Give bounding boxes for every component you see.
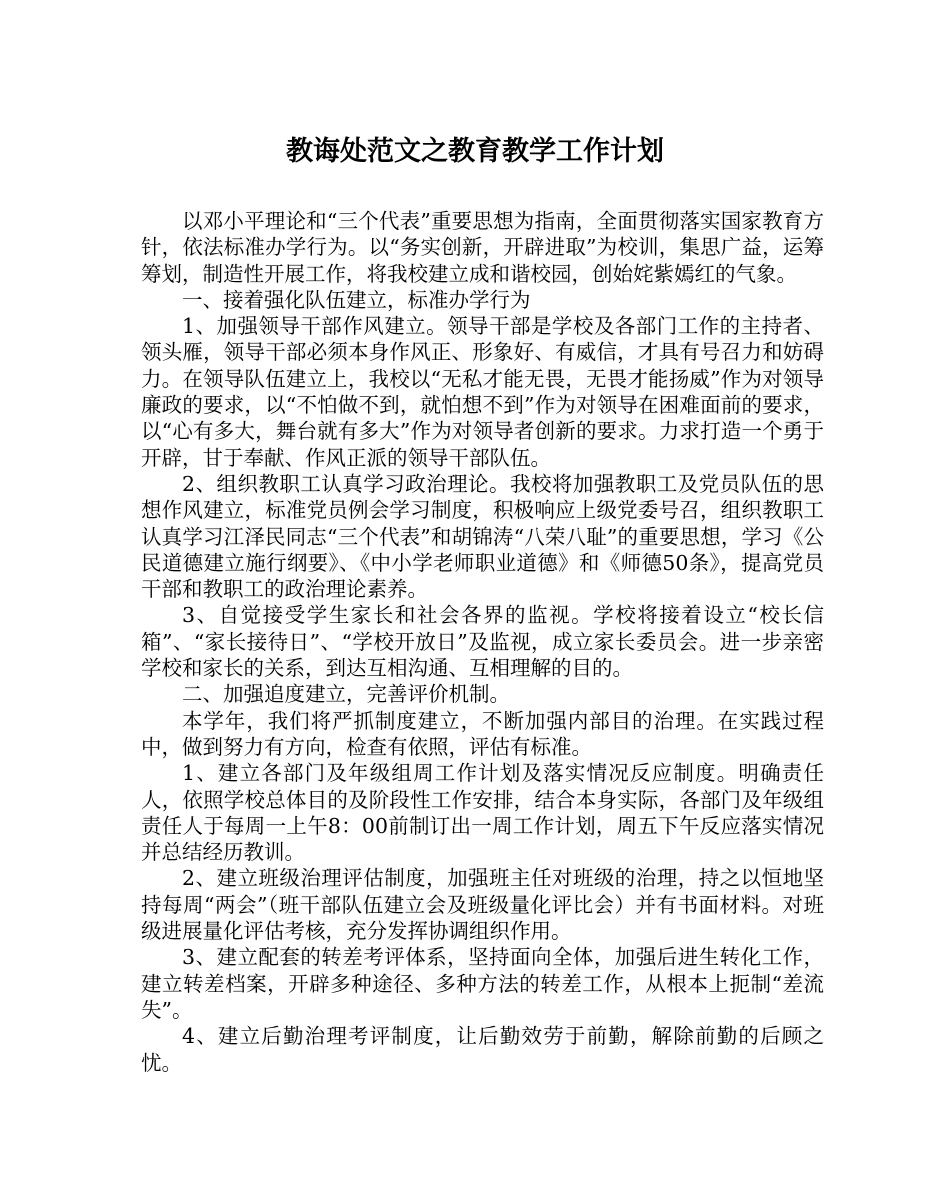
section-heading-2: 二、加强追度建立，完善评价机制。: [182, 682, 510, 707]
paragraph-1-3: 3、自觉接受学生家长和社会各界的监视。学校将接着设立“校长信箱”、“家长接待日”、“学校开放日”及监视，成立家长委员会。进一步亲密学校和家长的关系，到达互相沟通、互相理解的目的。: [141, 603, 824, 681]
paragraph-2-1: 1、建立各部门及年级组周工作计划及落实情况反应制度。明确责任人，依照学校总体目的及阶段性工作安排，结合本身实际，各部门及年级组责任人于每周一上午8：00前制订出一周工作计划，周五下午反应落实情况并总结经历教训。: [141, 761, 824, 865]
paragraph-2-2: 2、建立班级治理评估制度，加强班主任对班级的治理，持之以恒地坚持每周“两会”（班干部队伍建立会及班级量化评比会）并有书面材料。对班级进展量化评估考核，充分发挥协调组织作用。: [141, 866, 824, 944]
paragraph-1-1: 1、加强领导干部作风建立。领导干部是学校及各部门工作的主持者、领头雁，领导干部必须本身作风正、形象好、有威信，才具有号召力和妨碍力。在领导队伍建立上，我校以“无私才能无畏，无畏才能扬威”作为对领导廉政的要求，以“不怕做不到，就怕想不到”作为对领导在困难面前的要求，以“心有多大，舞台就有多大”作为对领导者创新的要求。力求打造一个勇于开辟，甘于奉献、作风正派的领导干部队伍。: [141, 314, 824, 470]
paragraph-1-2: 2、组织教职工认真学习政治理论。我校将加强教职工及党员队伍的思想作风建立，标准党员例会学习制度，积极响应上级党委号召，组织教职工认真学习江泽民同志“三个代表”和胡锦涛“八荣八耻”的重要思想，学习《公民道德建立施行纲要》、《中小学老师职业道德》和《师德50条》，提高党员干部和教职工的政治理论素养。: [141, 471, 824, 602]
document-title: 教诲处范文之教育教学工作计划: [286, 136, 664, 167]
section-heading-1: 一、接着强化队伍建立，标准办学行为: [182, 287, 531, 312]
paragraph-intro: 以邓小平理论和“三个代表”重要思想为指南，全面贯彻落实国家教育方针，依法标准办学行为。以“务实创新，开辟进取”为校训，集思广益，运筹筹划，制造性开展工作，将我校建立成和谐校园，创始姹紫嫣红的气象。: [141, 209, 824, 286]
paragraph-2-4: 4、建立后勤治理考评制度，让后勤效劳于前勤，解除前勤的后顾之忧。: [141, 1024, 824, 1075]
paragraph-2-3: 3、建立配套的转差考评体系，坚持面向全体，加强后进生转化工作，建立转差档案，开辟多种途径、多种方法的转差工作，从根本上扼制“差流失”。: [141, 945, 824, 1022]
paragraph-2-intro: 本学年，我们将严抓制度建立，不断加强内部目的治理。在实践过程中，做到努力有方向，检查有依照，评估有标准。: [141, 708, 824, 759]
document-body: [141, 208, 824, 1076]
